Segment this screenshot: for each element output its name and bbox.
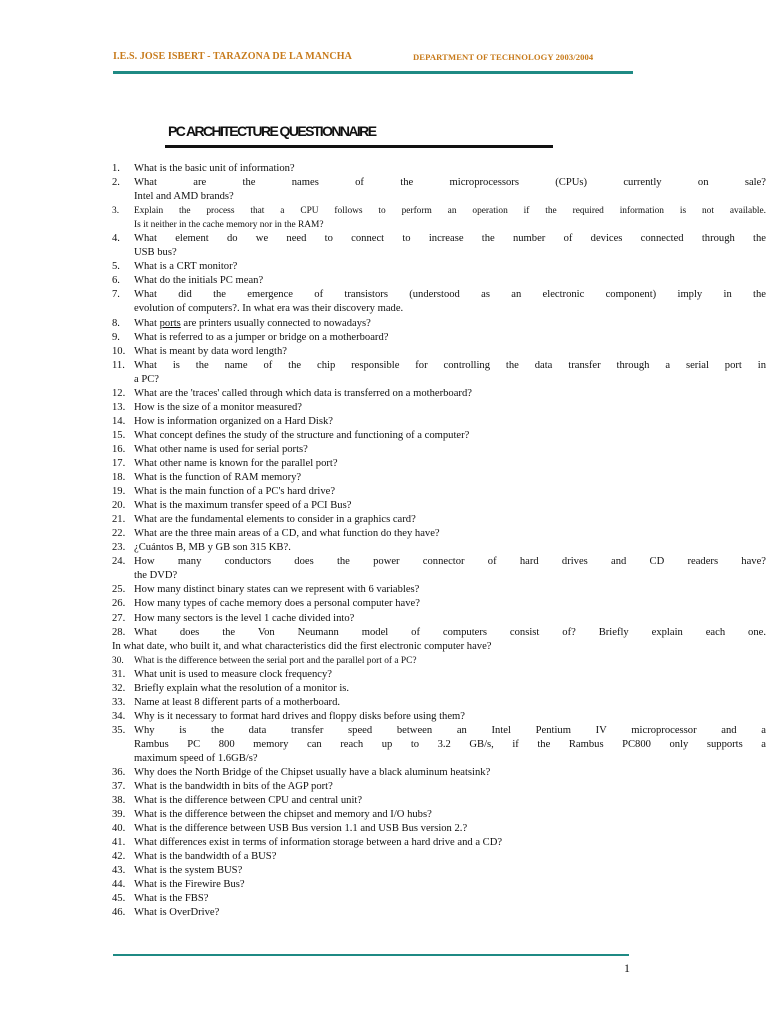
question-text: What is the bandwidth in bits of the AGP port? <box>134 781 333 793</box>
question-text: Intel and AMD brands? <box>134 191 234 203</box>
question-text: What other name is known for the parallel port? <box>134 457 338 469</box>
question-text: What is the difference between USB Bus version 1.1 and USB Bus version 2.? <box>134 823 468 835</box>
question-item <box>112 485 766 499</box>
question-item <box>112 274 766 288</box>
question-item <box>112 836 766 850</box>
question-number: 18. <box>112 472 126 484</box>
question-text: What is the main function of a PC's hard drive? <box>134 486 336 498</box>
question-number: 33. <box>112 696 126 708</box>
question-item <box>112 878 766 892</box>
question-number: 27. <box>112 612 126 624</box>
question-item <box>112 850 766 864</box>
question-text: What unit is used to measure clock frequency? <box>134 668 332 680</box>
question-item <box>112 204 766 232</box>
question-item <box>112 331 766 345</box>
question-item <box>112 317 766 331</box>
question-text: What are the 'traces' called through which data is transferred on a motherboard? <box>134 387 472 399</box>
question-item <box>112 260 766 274</box>
question-number: 15. <box>112 429 126 441</box>
question-text: a PC? <box>134 373 160 385</box>
question-text: What are the three main areas of a CD, and what function do they have? <box>134 528 440 540</box>
department-name: DEPARTMENT OF TECHNOLOGY 2003/2004 <box>413 52 594 62</box>
question-number: 28. <box>112 626 126 638</box>
question-number: 17. <box>112 457 126 469</box>
question-number: 46. <box>112 907 126 919</box>
question-text: What is the function of RAM memory? <box>134 472 302 484</box>
question-item <box>112 583 766 597</box>
footer-divider <box>113 954 629 956</box>
question-number: 35. <box>112 724 126 736</box>
question-item <box>112 654 766 668</box>
question-number: 39. <box>112 809 126 821</box>
question-text: How many distinct binary states can we represent with 6 variables? <box>134 584 420 596</box>
question-text: maximum speed of 1.6GB/s? <box>134 752 258 764</box>
question-text: Rambus PC 800 memory can reach up to 3.2 GB/s, if the Rambus PC800 only supports a <box>134 738 766 750</box>
question-text: What is the name of the chip responsible for controlling the data transfer through a serial port in <box>134 359 766 371</box>
question-item <box>112 822 766 836</box>
question-item <box>112 668 766 682</box>
question-text: What is a CRT monitor? <box>134 261 238 273</box>
question-number: 36. <box>112 767 126 779</box>
question-text: ¿Cuántos B, MB y GB son 315 KB?. <box>134 542 291 554</box>
question-text: In what date, who built it, and what characteristics did the first electronic computer have? <box>112 640 492 652</box>
question-number: 9. <box>112 331 120 343</box>
question-number: 11. <box>112 359 125 371</box>
question-text: What is the difference between the serial port and the parallel port of a PC? <box>134 655 417 666</box>
question-number: 6. <box>112 275 120 287</box>
question-number: 45. <box>112 893 126 905</box>
question-text: What element do we need to connect to increase the number of devices connected through the <box>134 233 766 245</box>
question-number: 37. <box>112 781 126 793</box>
question-number: 16. <box>112 443 126 455</box>
question-item <box>112 471 766 485</box>
question-item <box>112 892 766 906</box>
question-number: 41. <box>112 837 126 849</box>
question-item <box>112 443 766 457</box>
question-item <box>112 387 766 401</box>
question-text: Is it neither in the cache memory nor in the RAM? <box>134 220 324 231</box>
question-text: USB bus? <box>134 247 177 259</box>
question-number: 40. <box>112 823 126 835</box>
question-text: What concept defines the study of the structure and functioning of a computer? <box>134 429 470 441</box>
question-item <box>112 513 766 527</box>
page-number: 1 <box>624 961 630 975</box>
question-text: Why does the North Bridge of the Chipset usually have a black aluminum heatsink? <box>134 767 491 779</box>
question-text: What is the difference between the chipset and memory and I/O hubs? <box>134 809 432 821</box>
question-text: What does the Von Neumann model of computers consist of? Briefly explain each one. <box>134 626 766 638</box>
question-item <box>112 808 766 822</box>
question-item <box>112 429 766 443</box>
question-text: What differences exist in terms of information storage between a hard drive and a CD? <box>134 837 503 849</box>
question-text: What is the bandwidth of a BUS? <box>134 851 277 863</box>
question-number: 4. <box>112 233 120 245</box>
question-text: What is OverDrive? <box>134 907 220 919</box>
question-item <box>112 710 766 724</box>
question-number: 43. <box>112 865 126 877</box>
question-item <box>112 612 766 626</box>
question-number: 19. <box>112 486 126 498</box>
school-name: I.E.S. JOSE ISBERT - TARAZONA DE LA MANCHA <box>113 51 352 62</box>
question-item <box>112 780 766 794</box>
question-number: 12. <box>112 387 126 399</box>
question-text: What is the FBS? <box>134 893 209 905</box>
question-text: How is information organized on a Hard Disk? <box>134 415 333 427</box>
question-number: 44. <box>112 879 126 891</box>
question-number: 38. <box>112 795 126 807</box>
question-number: 10. <box>112 345 126 357</box>
question-number: 25. <box>112 584 126 596</box>
question-item <box>112 499 766 513</box>
question-text: What is meant by data word length? <box>134 345 287 357</box>
question-number: 20. <box>112 500 126 512</box>
question-number: 5. <box>112 261 120 273</box>
question-item <box>112 597 766 611</box>
question-text: How many types of cache memory does a personal computer have? <box>134 598 420 610</box>
question-number: 23. <box>112 542 126 554</box>
question-number: 8. <box>112 317 120 329</box>
question-item <box>112 232 766 260</box>
question-item <box>112 555 766 583</box>
header-divider <box>113 71 633 74</box>
question-text: What ports are printers usually connected to nowadays? <box>134 317 371 329</box>
question-number: 3. <box>112 206 120 217</box>
question-item <box>112 682 766 696</box>
questions-list <box>112 162 766 921</box>
question-number: 1. <box>112 163 120 174</box>
question-number: 30. <box>112 655 124 666</box>
question-number: 26. <box>112 598 126 610</box>
question-item <box>112 401 766 415</box>
question-item <box>112 176 766 204</box>
question-text: How many conductors does the power connector of hard drives and CD readers have? <box>134 556 766 568</box>
question-text: Name at least 8 different parts of a motherboard. <box>134 696 341 708</box>
question-item <box>112 162 766 176</box>
question-text: What do the initials PC mean? <box>134 275 264 287</box>
question-number: 14. <box>112 415 126 427</box>
title-underline <box>165 145 553 148</box>
question-number: 7. <box>112 289 120 301</box>
question-number: 42. <box>112 851 126 863</box>
question-number: 24. <box>112 556 126 568</box>
question-item <box>112 527 766 541</box>
question-item <box>112 724 766 766</box>
question-item <box>112 541 766 555</box>
question-number: 22. <box>112 528 126 540</box>
question-item <box>112 794 766 808</box>
question-number: 13. <box>112 401 126 413</box>
question-text: How many sectors is the level 1 cache divided into? <box>134 612 355 624</box>
question-item <box>112 359 766 387</box>
question-text: What is the basic unit of information? <box>134 163 295 174</box>
question-text: Briefly explain what the resolution of a monitor is. <box>134 682 350 694</box>
question-number: 21. <box>112 514 126 526</box>
question-text: Why is it necessary to format hard drives and floppy disks before using them? <box>134 710 465 722</box>
question-text: What is the system BUS? <box>134 865 243 877</box>
question-text: the DVD? <box>134 570 178 582</box>
question-text: What is the Firewire Bus? <box>134 879 245 891</box>
question-item <box>112 766 766 780</box>
page-header <box>113 51 633 65</box>
question-number: 34. <box>112 710 126 722</box>
question-item <box>112 906 766 920</box>
question-item <box>112 415 766 429</box>
question-item <box>112 626 766 654</box>
question-number: 2. <box>112 177 120 189</box>
question-text: evolution of computers?. In what era was their discovery made. <box>134 303 404 315</box>
question-text: Why is the data transfer speed between an Intel Pentium IV microprocessor and a <box>134 724 766 736</box>
question-text: What are the fundamental elements to consider in a graphics card? <box>134 514 416 526</box>
question-text: What did the emergence of transistors (understood as an electronic component) imply in the <box>134 289 766 301</box>
question-text: Explain the process that a CPU follows to perform an operation if the required information is not available. <box>134 206 766 217</box>
question-text: What are the names of the microprocessors (CPUs) currently on sale? <box>134 177 766 189</box>
document-title: PC ARCHITECTURE QUESTIONNAIRE <box>168 123 376 139</box>
question-text: What is the difference between CPU and central unit? <box>134 795 363 807</box>
question-text: What is referred to as a jumper or bridge on a motherboard? <box>134 331 389 343</box>
question-text: How is the size of a monitor measured? <box>134 401 302 413</box>
question-item <box>112 288 766 316</box>
question-number: 31. <box>112 668 126 680</box>
question-text: What other name is used for serial ports? <box>134 443 308 455</box>
question-item <box>112 345 766 359</box>
question-text: What is the maximum transfer speed of a PCI Bus? <box>134 500 352 512</box>
question-item <box>112 696 766 710</box>
question-number: 32. <box>112 682 126 694</box>
question-item <box>112 457 766 471</box>
question-item <box>112 864 766 878</box>
